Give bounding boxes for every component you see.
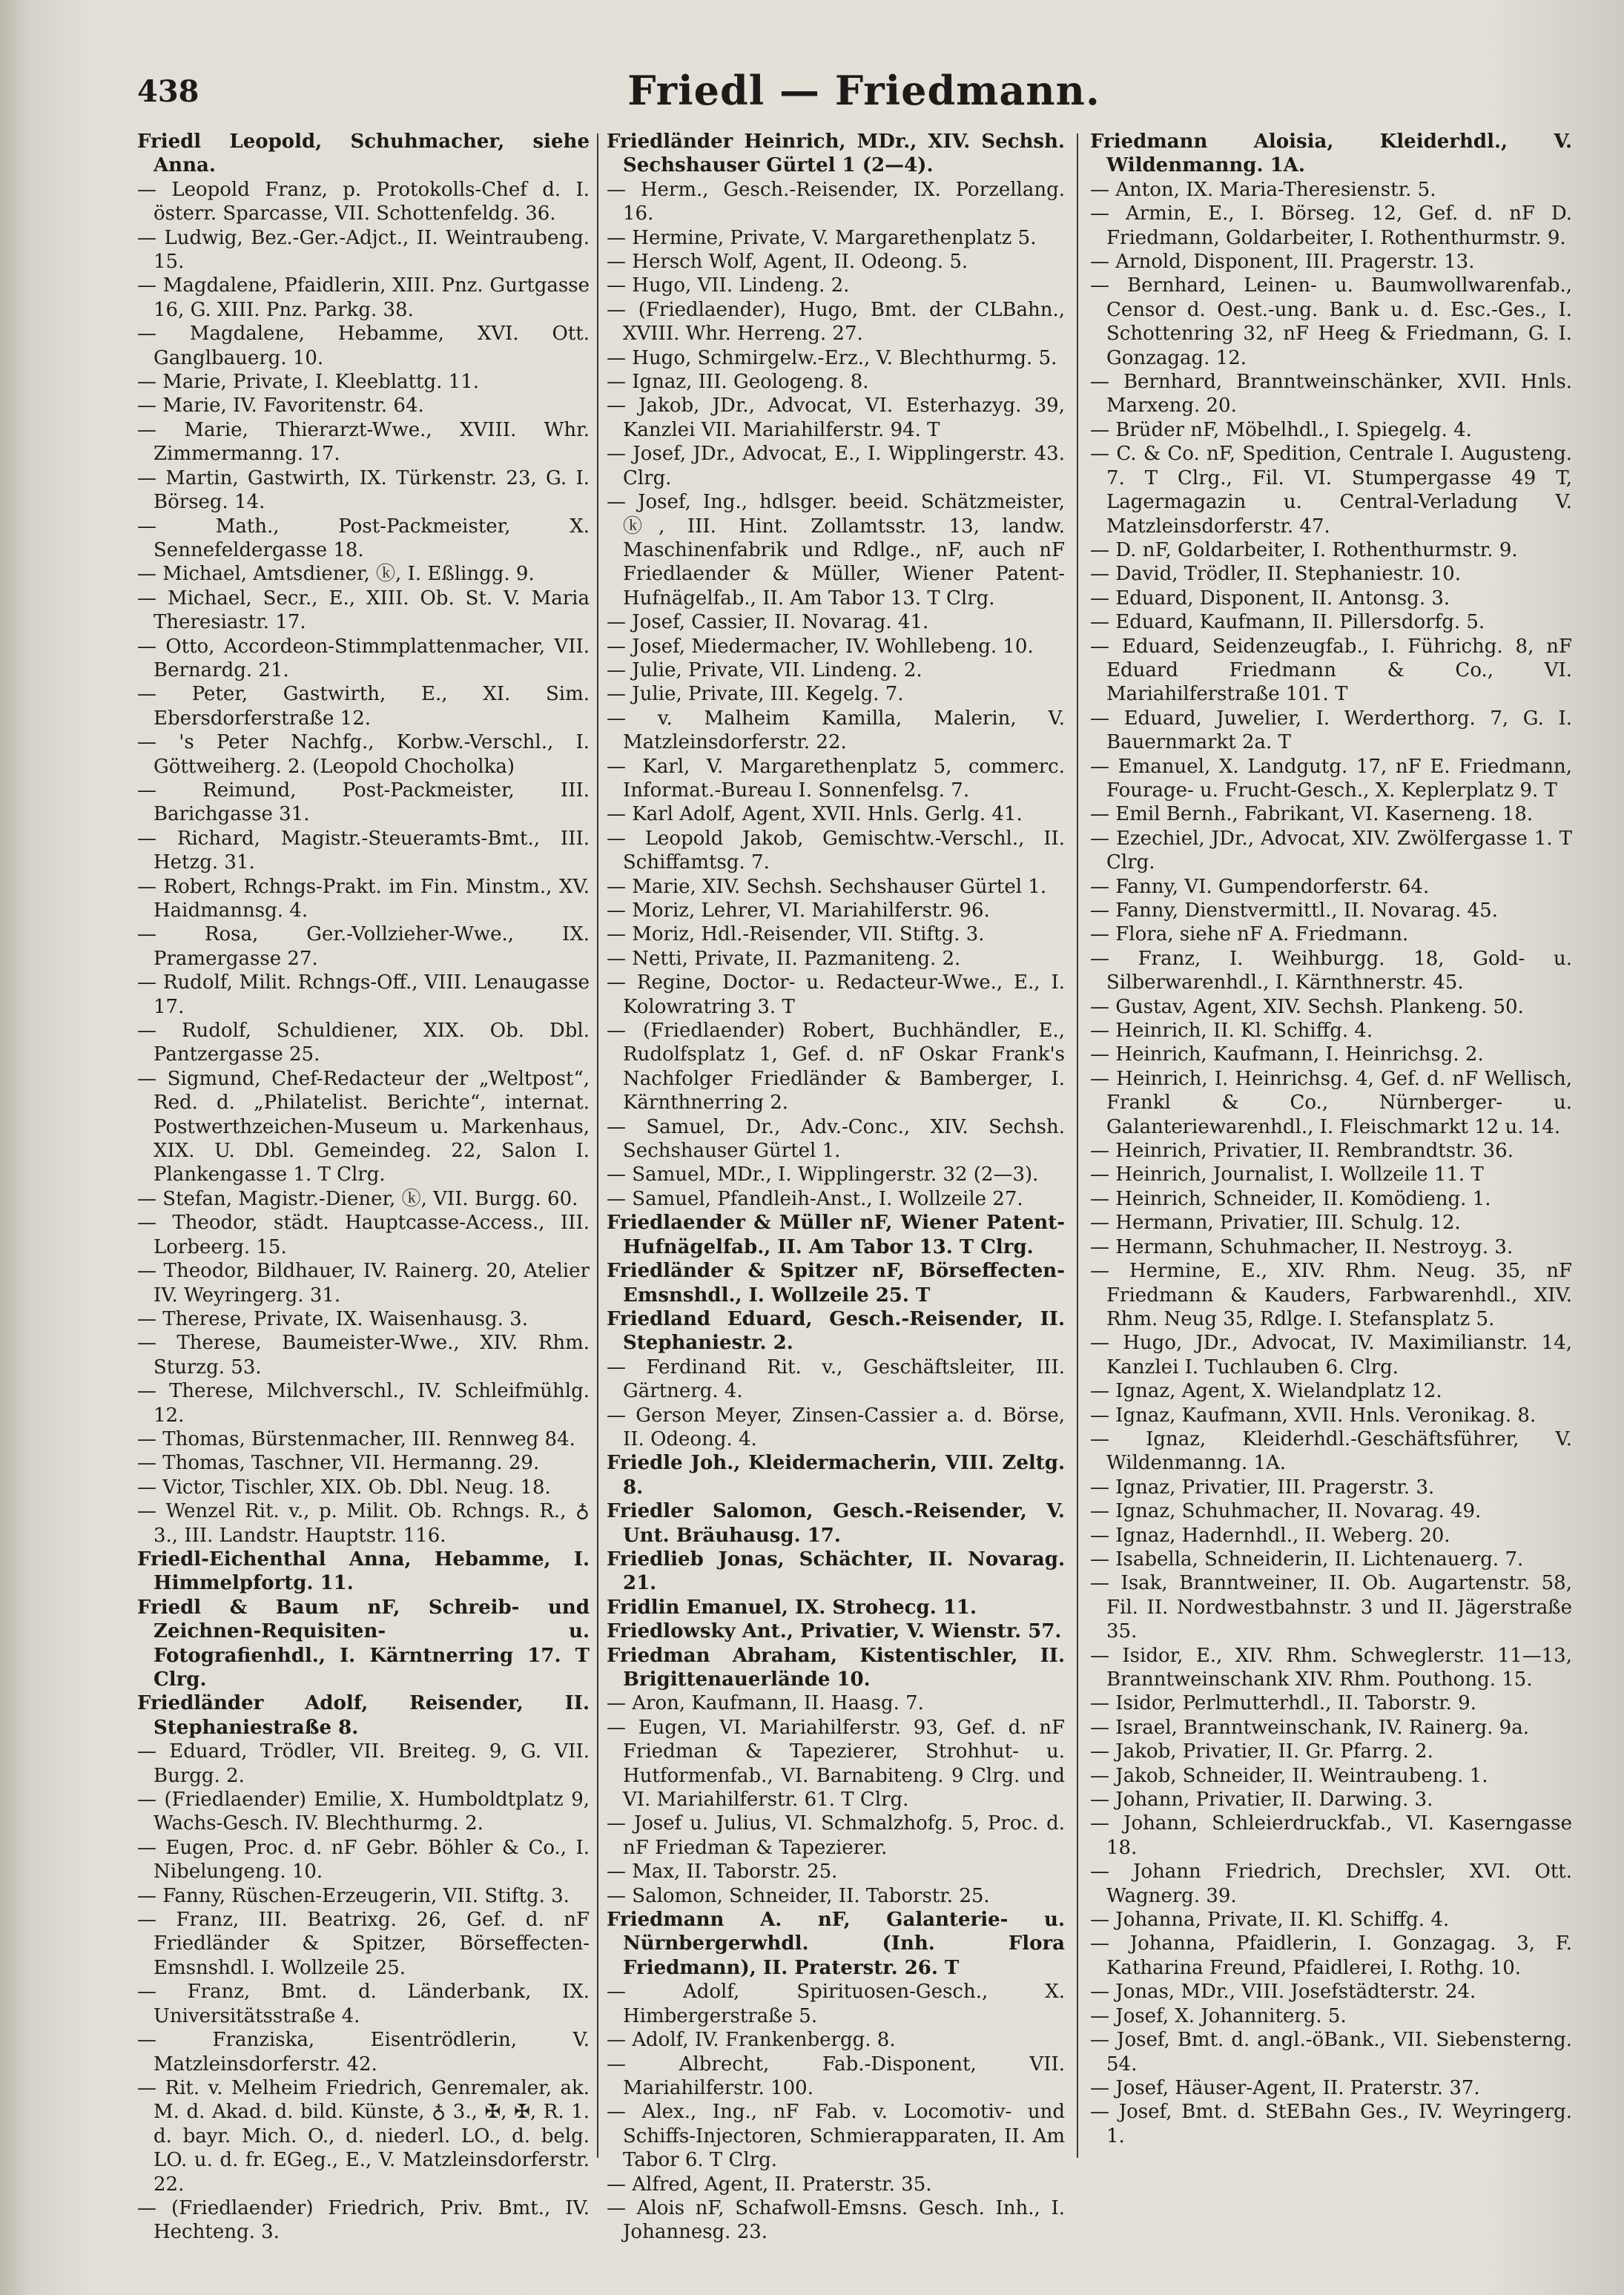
directory-entry: — Aron, Kaufmann, II. Haasg. 7. [607,1692,924,1715]
directory-entry: — Isak, Branntweiner, II. Ob. Augartenstr. 58, Fil. II. Nordwestbahnstr. 3 und II. Jägerstraße 35. [1090,1572,1572,1643]
directory-entry: — Eduard, Disponent, II. Antonsg. 3. [1090,587,1450,610]
directory-entry: — Martin, Gastwirth, IX. Türkenstr. 23, G. I. Börseg. 14. [137,466,590,514]
directory-entry: — Jakob, Schneider, II. Weintraubeng. 1. [1090,1764,1488,1787]
page-number: 438 [137,74,199,109]
directory-entry: — Samuel, Dr., Adv.-Conc., XIV. Sechsh. Sechshauser Gürtel 1. [607,1115,1065,1163]
directory-entry: — Bernhard, Branntweinschänker, XVII. Hnls. Marxeng. 20. [1090,371,1572,417]
directory-entry: Friedländer & Spitzer nF, Börseffecten-Emsnshdl., I. Wollzeile 25. T [607,1260,1065,1307]
directory-entry: — Isidor, E., XIV. Rhm. Schweglerstr. 11—13, Branntweinschank XIV. Rhm. Pouthong. 15. [1090,1644,1572,1691]
directory-entry: — Heinrich, Kaufmann, I. Heinrichsg. 2. [1090,1043,1484,1066]
page-title: Friedl — Friedmann. [627,67,1100,114]
directory-entry: — Sigmund, Chef-Redacteur der „Weltpost“, Red. d. „Philatelist. Berichte“, internat. Postwerthzeichen-Museum u. Markenhaus, XIX. U. Dbl. Gemeindeg. 22, Salon I. Plankengasse 1. T Clrg. [137,1067,590,1186]
directory-entry: Friedl & Baum nF, Schreib- und Zeichnen-Requisiten- u. Fotografienhdl., I. Kärntnerring 17. T Clrg. [137,1596,590,1691]
directory-entry: — Jonas, MDr., VIII. Josefstädterstr. 24. [1090,1981,1476,2004]
column-divider [597,133,598,2158]
directory-entry: — Johanna, Private, II. Kl. Schiffg. 4. [1090,1909,1450,1932]
directory-entry: — Netti, Private, II. Pazmaniteng. 2. [607,947,961,970]
directory-entry: — Heinrich, II. Kl. Schiffg. 4. [1090,1020,1373,1043]
directory-entry: — D. nF, Goldarbeiter, I. Rothenthurmstr. 9. [1090,538,1518,561]
directory-entry: — Thomas, Taschner, VII. Hermanng. 29. [137,1452,540,1475]
directory-entry: — Leopold Jakob, Gemischtw.-Verschl., II. Schiffamtsg. 7. [607,827,1065,874]
directory-entry: — Hermine, Private, V. Margarethenplatz 5. [607,226,1037,249]
directory-entry: Friedländer Adolf, Reisender, II. Stephaniestraße 8. [137,1692,590,1739]
directory-entry: — Moriz, Lehrer, VI. Mariahilferstr. 96. [607,899,990,922]
directory-entry: — (Friedlaender) Friedrich, Priv. Bmt., IV. Hechteng. 3. [137,2196,590,2244]
directory-entry: — Franz, III. Beatrixg. 26, Gef. d. nF Friedländer & Spitzer, Börseffecten-Emsnshdl. I. Wollzeile 25. [137,1909,590,1979]
directory-entry: — Anton, IX. Maria-Theresienstr. 5. [1090,178,1436,201]
directory-entry: — Josef u. Julius, VI. Schmalzhofg. 5, Proc. d. nF Friedman & Tapezierer. [607,1812,1065,1859]
directory-entry: — Josef, JDr., Advocat, E., I. Wipplingerstr. 43. Clrg. [607,443,1065,489]
directory-entry: — C. & Co. nF, Spedition, Centrale I. Augusteng. 7. T Clrg., Fil. VI. Stumpergasse 49 T, Lagermagazin u. Central-Verladung V. Matzleinsdorferstr. 47. [1090,443,1572,538]
directory-entry: Friedmann Aloisia, Kleiderhdl., V. Wildenmanng. 1A. [1090,131,1572,177]
directory-entry: — Rudolf, Schuldiener, XIX. Ob. Dbl. Pantzergasse 25. [137,1020,590,1066]
directory-entry: — Franz, I. Weihburgg. 18, Gold- u. Silberwarenhdl., I. Kärnthnerstr. 45. [1090,947,1572,994]
directory-entry: — Robert, Rchngs-Prakt. im Fin. Minstm., XV. Haidmannsg. 4. [137,875,590,922]
directory-entry: — Josef, Ing., hdlsger. beeid. Schätzmeister, ⓚ, III. Hint. Zollamtsstr. 13, landw. Maschinenfabrik und Rdlge., nF, auch nF Friedlaender & Müller, Wiener Patent-Hufnägelfab., II. Am Tabor 13. T Clrg. [607,491,1065,610]
directory-entry: — Michael, Amtsdiener, ⓚ, I. Eßlingg. 9. [137,563,535,586]
directory-entry: — Math., Post-Packmeister, X. Sennefeldergasse 18. [137,515,590,561]
directory-entry: — Samuel, MDr., I. Wipplingerstr. 32 (2—3). [607,1163,1039,1186]
directory-entry: — Josef, Miedermacher, IV. Wohllebeng. 10. [607,635,1034,658]
directory-entry: — Johann, Privatier, II. Darwing. 3. [1090,1789,1433,1812]
directory-entry: Friedland Eduard, Gesch.-Reisender, II. Stephaniestr. 2. [607,1307,1065,1355]
directory-entry: — Alfred, Agent, II. Praterstr. 35. [607,2173,932,2196]
directory-entry: — Rit. v. Melheim Friedrich, Genremaler, ak. M. d. Akad. d. bild. Künste, ♁ 3., ✠, ✠, R. 1. d. bayr. Mich. O., d. niederl. LO., d. belg. LO. u. d. fr. EGeg., E., V. Matzleinsdorferstr. 22. [137,2076,590,2196]
directory-entry: — Ignaz, III. Geologeng. 8. [607,371,869,394]
directory-entry: — Hersch Wolf, Agent, II. Odeong. 5. [607,251,968,274]
directory-entry: — Marie, Private, I. Kleeblattg. 11. [137,371,480,394]
column-right [1090,130,1572,2273]
directory-entry: — Ignaz, Agent, X. Wielandplatz 12. [1090,1380,1442,1403]
directory-entry: — Ignaz, Schuhmacher, II. Novarag. 49. [1090,1500,1482,1523]
directory-entry: — (Friedlaender), Hugo, Bmt. der CLBahn., XVIII. Whr. Herreng. 27. [607,298,1065,346]
directory-entry: — 's Peter Nachfg., Korbw.-Verschl., I. Göttweiherg. 2. (Leopold Chocholka) [137,731,590,778]
directory-entry: — Marie, XIV. Sechsh. Sechshauser Gürtel 1. [607,875,1047,898]
directory-entry: Friedl-Eichenthal Anna, Hebamme, I. Himmelpfortg. 11. [137,1548,590,1595]
directory-entry: — Eduard, Seidenzeugfab., I. Führichg. 8, nF Eduard Friedmann & Co., VI. Mariahilferstraße 101. T [1090,635,1572,706]
directory-entry: — Gustav, Agent, XIV. Sechsh. Plankeng. 50. [1090,995,1524,1018]
directory-entry: — Adolf, IV. Frankenbergg. 8. [607,2029,896,2052]
directory-entry: — Ignaz, Privatier, III. Pragerstr. 3. [1090,1476,1435,1499]
directory-entry: — Ignaz, Kaufmann, XVII. Hnls. Veronikag. 8. [1090,1404,1536,1427]
directory-entry: — Adolf, Spirituosen-Gesch., X. Himbergerstraße 5. [607,1981,1065,2027]
directory-entry: — Hermine, E., XIV. Rhm. Neug. 35, nF Friedmann & Kauders, Farbwarenhdl., XIV. Rhm. Neug 35, Rdlge. I. Stefansplatz 5. [1090,1260,1572,1330]
directory-entry: — Jakob, Privatier, II. Gr. Pfarrg. 2. [1090,1740,1433,1763]
directory-entry: — Isabella, Schneiderin, II. Lichtenauerg. 7. [1090,1548,1524,1571]
directory-entry: — Arnold, Disponent, III. Pragerstr. 13. [1090,251,1475,274]
directory-entry: — Karl, V. Margarethenplatz 5, commerc. Informat.-Bureau I. Sonnenfelsg. 7. [607,755,1065,802]
directory-entry: — Brüder nF, Möbelhdl., I. Spiegelg. 4. [1090,418,1472,441]
directory-entry: — Johann, Schleierdruckfab., VI. Kaserngasse 18. [1090,1812,1572,1859]
directory-entry: — Ignaz, Kleiderhdl.-Geschäftsführer, V. Wildenmanng. 1A. [1090,1427,1572,1475]
directory-entry: — Emil Bernh., Fabrikant, VI. Kaserneng. 18. [1090,803,1534,826]
directory-entry: — Richard, Magistr.-Steueramts-Bmt., III. Hetzg. 31. [137,827,590,874]
directory-entry: — Hugo, JDr., Advocat, IV. Maximilianstr. 14, Kanzlei I. Tuchlauben 6. Clrg. [1090,1332,1572,1378]
directory-entry: Fridlin Emanuel, IX. Strohecg. 11. [607,1596,977,1619]
directory-entry: — Marie, Thierarzt-Wwe., XVIII. Whr. Zimmermanng. 17. [137,418,590,466]
directory-entry: — Isidor, Perlmutterhdl., II. Taborstr. 9. [1090,1692,1476,1715]
column-middle [607,130,1065,2273]
directory-entry: — Salomon, Schneider, II. Taborstr. 25. [607,1884,990,1907]
directory-entry: — Emanuel, X. Landgutg. 17, nF E. Friedmann, Fourage- u. Frucht-Gesch., X. Keplerplatz 9. T [1090,755,1572,802]
directory-entry: — Franziska, Eisentrödlerin, V. Matzleinsdorferstr. 42. [137,2029,590,2076]
directory-entry: — Josef, X. Johanniterg. 5. [1090,2004,1347,2027]
directory-entry: — Theodor, Bildhauer, IV. Rainerg. 20, Atelier IV. Weyringerg. 31. [137,1260,590,1307]
directory-entry: — Hermann, Schuhmacher, II. Nestroyg. 3. [1090,1235,1514,1258]
directory-entry: — Ezechiel, JDr., Advocat, XIV. Zwölfergasse 1. T Clrg. [1090,827,1572,874]
page-header [137,67,1591,126]
directory-entry: — Rosa, Ger.-Vollzieher-Wwe., IX. Pramergasse 27. [137,923,590,970]
directory-entry: — Samuel, Pfandleih-Anst., I. Wollzeile 27. [607,1187,1023,1210]
directory-entry: Friedlowsky Ant., Privatier, V. Wienstr. 57. [607,1620,1062,1643]
directory-entry: — Otto, Accordeon-Stimmplattenmacher, VII. Bernardg. 21. [137,635,590,681]
directory-entry: — (Friedlaender) Robert, Buchhändler, E., Rudolfsplatz 1, Gef. d. nF Oskar Frank's Nachfolger Friedländer & Bamberger, I. Kärnthnerring 2. [607,1020,1065,1115]
directory-entry: — Eugen, Proc. d. nF Gebr. Böhler & Co., I. Nibelungeng. 10. [137,1836,590,1883]
directory-entry: — Hermann, Privatier, III. Schulg. 12. [1090,1212,1461,1235]
directory-entry: Friedländer Heinrich, MDr., XIV. Sechsh. Sechshauser Gürtel 1 (2—4). [607,131,1065,177]
directory-entry: — David, Trödler, II. Stephaniestr. 10. [1090,563,1461,586]
directory-entry: — Julie, Private, VII. Lindeng. 2. [607,658,922,681]
directory-entry: — Josef, Häuser-Agent, II. Praterstr. 37. [1090,2076,1480,2099]
directory-entry: Friedlieb Jonas, Schächter, II. Novarag. 21. [607,1548,1065,1595]
directory-entry: — Regine, Doctor- u. Redacteur-Wwe., E., I. Kolowratring 3. T [607,971,1065,1018]
directory-entry: — Hugo, Schmirgelw.-Erz., V. Blechthurmg. 5. [607,346,1057,369]
directory-entry: Friedlaender & Müller nF, Wiener Patent-Hufnägelfab., II. Am Tabor 13. T Clrg. [607,1212,1065,1258]
directory-entry: — Thomas, Bürstenmacher, III. Rennweg 84. [137,1427,575,1450]
directory-entry: — Josef, Cassier, II. Novarag. 41. [607,611,929,634]
directory-entry: — Hugo, VII. Lindeng. 2. [607,274,850,297]
directory-entry: — Moriz, Hdl.-Reisender, VII. Stiftg. 3. [607,923,985,946]
directory-entry: — Israel, Branntweinschank, IV. Rainerg. 9a. [1090,1716,1529,1739]
directory-entry: — Alois nF, Schafwoll-Emsns. Gesch. Inh., I. Johannesg. 23. [607,2196,1065,2244]
column-left [137,130,590,2273]
directory-entry: — Therese, Private, IX. Waisenhausg. 3. [137,1307,528,1330]
directory-entry: — Eduard, Juwelier, I. Werderthorg. 7, G. I. Bauernmarkt 2a. T [1090,707,1572,754]
directory-entry: — Alex., Ing., nF Fab. v. Locomotiv- und Schiffs-Injectoren, Schmierapparaten, II. Am Tabor 6. T Clrg. [607,2101,1065,2172]
directory-entry: — Josef, Bmt. d. StEBahn Ges., IV. Weyringerg. 1. [1090,2101,1572,2147]
directory-entry: — Armin, E., I. Börseg. 12, Gef. d. nF D. Friedmann, Goldarbeiter, I. Rothenthurmstr. 9. [1090,202,1572,249]
directory-entry: — Heinrich, Privatier, II. Rembrandtstr. 36. [1090,1140,1514,1163]
directory-entry: — Fanny, Dienstvermittl., II. Novarag. 45. [1090,899,1498,922]
directory-entry: — Heinrich, Journalist, I. Wollzeile 11. T [1090,1163,1484,1186]
directory-entry: — Max, II. Taborstr. 25. [607,1860,838,1883]
directory-entry: — Franz, Bmt. d. Länderbank, IX. Universitätsstraße 4. [137,1981,590,2027]
directory-entry: Friedl Leopold, Schuhmacher, siehe Anna. [137,131,590,177]
directory-entry: — Flora, siehe nF A. Friedmann. [1090,923,1409,946]
directory-entry: — Heinrich, Schneider, II. Komödieng. 1. [1090,1187,1491,1210]
directory-entry: — Julie, Private, III. Kegelg. 7. [607,683,904,706]
directory-entry: — Magdalene, Hebamme, XVI. Ott. Ganglbauerg. 10. [137,323,590,369]
directory-entry: — Eduard, Trödler, VII. Breiteg. 9, G. VII. Burgg. 2. [137,1740,590,1787]
directory-entry: — Leopold Franz, p. Protokolls-Chef d. I. österr. Sparcasse, VII. Schottenfeldg. 36. [137,178,590,225]
directory-entry: Friedman Abraham, Kistentischler, II. Brigittenauerlände 10. [607,1644,1065,1691]
directory-entry: — Gerson Meyer, Zinsen-Cassier a. d. Börse, II. Odeong. 4. [607,1404,1065,1450]
directory-entry: — Marie, IV. Favoritenstr. 64. [137,394,424,417]
directory-entry: — Jakob, JDr., Advocat, VI. Esterhazyg. 39, Kanzlei VII. Mariahilferstr. 94. T [607,394,1065,441]
directory-entry: Friedmann A. nF, Galanterie- u. Nürnbergerwhdl. (Inh. Flora Friedmann), II. Praterstr. 26. T [607,1909,1065,1979]
directory-entry: — Fanny, Rüschen-Erzeugerin, VII. Stiftg. 3. [137,1884,570,1907]
directory-entry: — Eugen, VI. Mariahilferstr. 93, Gef. d. nF Friedman & Tapezierer, Strohhut- u. Hutformenfab., VI. Barnabiteng. 9 Clrg. und VI. Mariahilferstr. 61. T Clrg. [607,1716,1065,1812]
directory-entry: — Ludwig, Bez.-Ger.-Adjct., II. Weintraubeng. 15. [137,226,590,274]
column-divider [1077,133,1078,2158]
directory-entry: — Peter, Gastwirth, E., XI. Sim. Ebersdorferstraße 12. [137,683,590,730]
directory-entry: — Stefan, Magistr.-Diener, ⓚ, VII. Burgg. 60. [137,1187,578,1210]
directory-entry: — Josef, Bmt. d. angl.-öBank., VII. Siebensterng. 54. [1090,2029,1572,2076]
directory-entry: Friedler Salomon, Gesch.-Reisender, V. Unt. Bräuhausg. 17. [607,1500,1065,1547]
directory-entry: — Heinrich, I. Heinrichsg. 4, Gef. d. nF Wellisch, Frankl & Co., Nürnberger- u. Galanteriewarenhdl., I. Fleischmarkt 12 u. 14. [1090,1067,1572,1138]
directory-entry: — Rudolf, Milit. Rchngs-Off., VIII. Lenaugasse 17. [137,971,590,1018]
directory-entry: — Bernhard, Leinen- u. Baumwollwarenfab., Censor d. Oest.-ung. Bank u. d. Esc.-Ges., I. Schottenring 32, nF Heeg & Friedmann, G. I. Gonzagag. 12. [1090,274,1572,369]
directory-entry: — Michael, Secr., E., XIII. Ob. St. V. Maria Theresiastr. 17. [137,587,590,634]
directory-entry: — Johanna, Pfaidlerin, I. Gonzagag. 3, F. Katharina Freund, Pfaidlerei, I. Rothg. 10. [1090,1932,1572,1979]
directory-entry: — Ignaz, Hadernhdl., II. Weberg. 20. [1090,1524,1450,1547]
directory-entry: — Therese, Milchverschl., IV. Schleifmühlg. 12. [137,1380,590,1427]
directory-entry: — (Friedlaender) Emilie, X. Humboldtplatz 9, Wachs-Gesch. IV. Blechthurmg. 2. [137,1789,590,1835]
directory-entry: — Wenzel Rit. v., p. Milit. Ob. Rchngs. R., ♁ 3., III. Landstr. Hauptstr. 116. [137,1500,590,1547]
directory-entry: — Magdalene, Pfaidlerin, XIII. Pnz. Gurtgasse 16, G. XIII. Pnz. Parkg. 38. [137,274,590,321]
directory-entry: — v. Malheim Kamilla, Malerin, V. Matzleinsdorferstr. 22. [607,707,1065,754]
directory-entry: — Ferdinand Rit. v., Geschäftsleiter, III. Gärtnerg. 4. [607,1355,1065,1403]
directory-entry: — Theodor, städt. Hauptcasse-Access., III. Lorbeerg. 15. [137,1212,590,1258]
directory-entry: Friedle Joh., Kleidermacherin, VIII. Zeltg. 8. [607,1452,1065,1499]
directory-entry: — Karl Adolf, Agent, XVII. Hnls. Gerlg. 41. [607,803,1023,826]
directory-entry: — Victor, Tischler, XIX. Ob. Dbl. Neug. 18. [137,1476,551,1499]
directory-entry: — Albrecht, Fab.-Disponent, VII. Mariahilferstr. 100. [607,2053,1065,2099]
directory-entry: — Reimund, Post-Packmeister, III. Barichgasse 31. [137,779,590,826]
directory-entry: — Herm., Gesch.-Reisender, IX. Porzellang. 16. [607,178,1065,225]
directory-entry: — Therese, Baumeister-Wwe., XIV. Rhm. Sturzg. 53. [137,1332,590,1378]
directory-entry: — Eduard, Kaufmann, II. Pillersdorfg. 5. [1090,611,1485,634]
directory-entry: — Johann Friedrich, Drechsler, XVI. Ott. Wagnerg. 39. [1090,1860,1572,1907]
directory-entry: — Fanny, VI. Gumpendorferstr. 64. [1090,875,1430,898]
